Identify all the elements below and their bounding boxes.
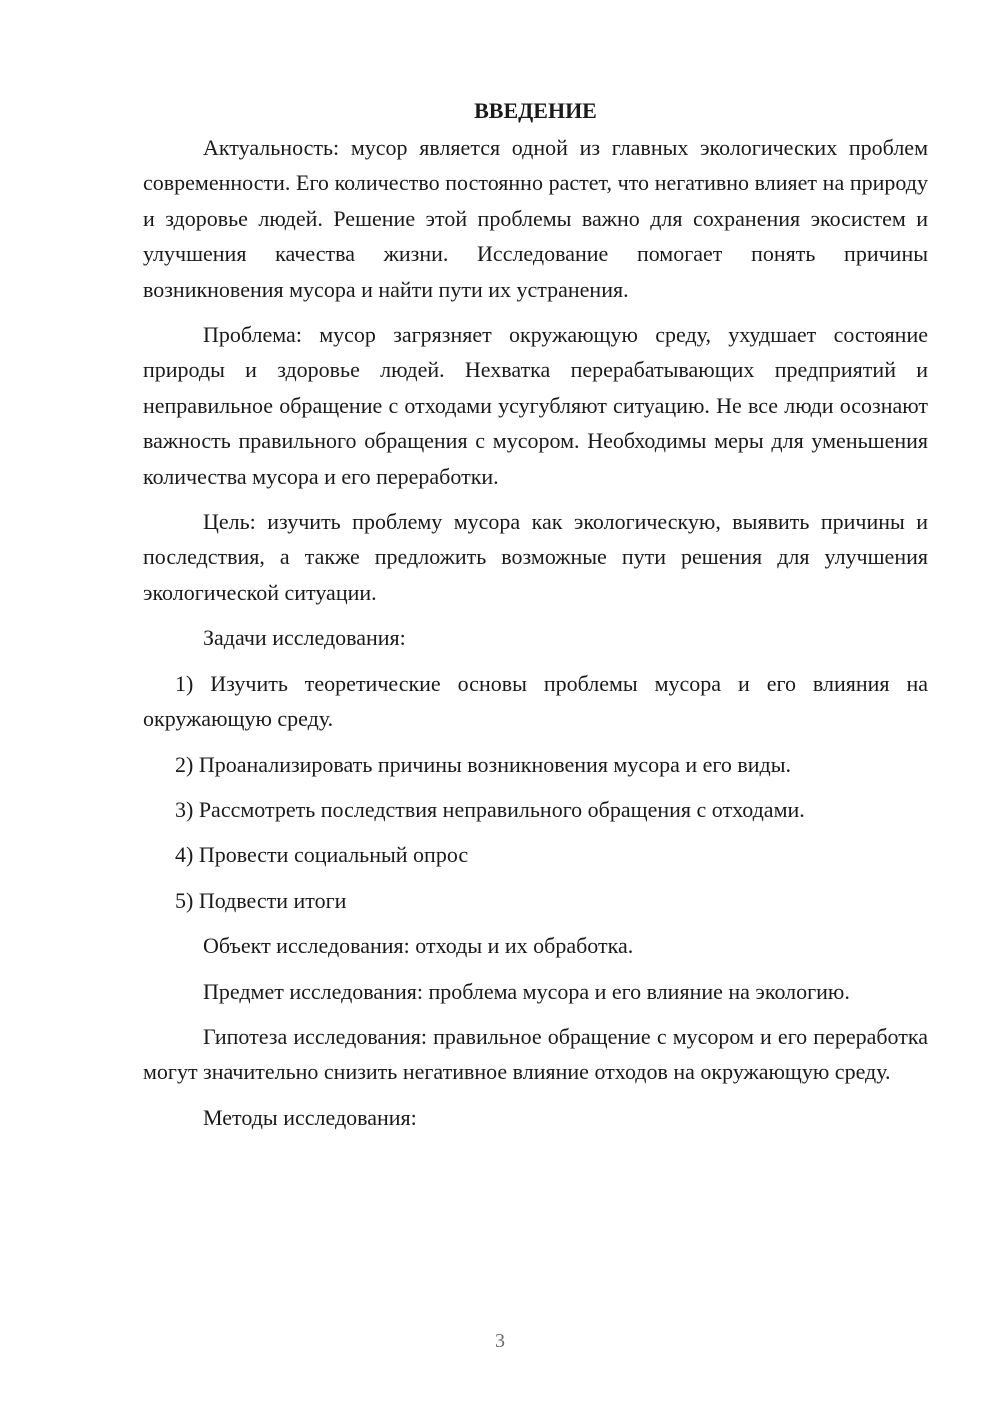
paragraph-relevance: Актуальность: мусор является одной из главных экологических проблем современности. Его количество постоянно растет, что негативно влияет на природу и здоровье людей. Решение этой проблемы важно для сохранения экосистем и улучшения качества жизни. Исследование помогает понять причины возникновения мусора и найти пути их устранения. [143,135,928,302]
task-item-1: 1) Изучить теоретические основы проблемы мусора и его влияния на окружающую среду. [143,670,928,732]
paragraph-goal: Цель: изучить проблему мусора как экологическую, выявить причины и последствия, а также предложить возможные пути решения для улучшения экологической ситуации. [143,509,928,605]
task-item-4: 4) Провести социальный опрос [175,842,469,868]
page-title: ВВЕДЕНИЕ [474,98,597,123]
task-item-3: 3) Рассмотреть последствия неправильного обращения с отходами. [175,796,805,822]
tasks-heading: Задачи исследования: [203,625,406,651]
paragraph-object: Объект исследования: отходы и их обработка. [203,933,634,959]
page-content [143,92,928,1135]
task-item-5: 5) Подвести итоги [175,887,347,913]
paragraph-hypothesis: Гипотеза исследования: правильное обращение с мусором и его переработка могут значительно снизить негативное влияние отходов на окружающую среду. [143,1023,928,1085]
paragraph-subject: Предмет исследования: проблема мусора и его влияние на экологию. [203,978,850,1004]
paragraph-problem: Проблема: мусор загрязняет окружающую среду, ухудшает состояние природы и здоровье людей. Нехватка перерабатывающих предприятий и неправильное обращение с отходами усугубляют ситуацию. Не все люди осознают важность правильного обращения с мусором. Необходимы меры для уменьшения количества мусора и его переработки. [143,322,928,489]
task-item-2: 2) Проанализировать причины возникновения мусора и его виды. [175,751,792,777]
page-number: 3 [495,1330,505,1352]
methods-heading: Методы исследования: [203,1104,417,1130]
